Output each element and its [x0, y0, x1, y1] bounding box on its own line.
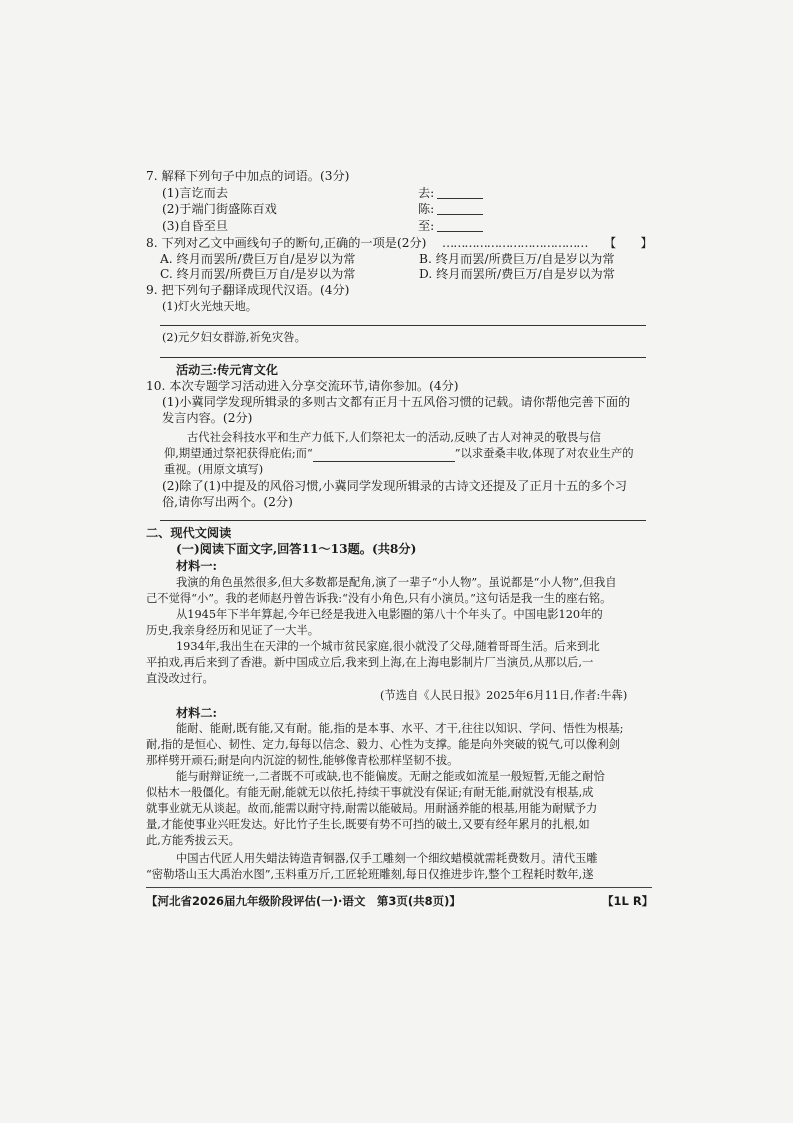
material-one-label: 材料一:	[176, 559, 218, 573]
q10-answer-line[interactable]	[160, 520, 646, 521]
q10-title: 10. 本次专题学习活动进入分享交流环节,请你参加。(4分)	[146, 379, 459, 393]
material-one-line: 己不觉得“小”。我的老师赵丹曾告诉我:“没有小角色,只有小演员。”这句话是我一生的座右铭。	[146, 592, 612, 605]
material-one-line: 直没改过行。	[146, 672, 214, 685]
q9-title: 9. 把下列句子翻译成现代汉语。(4分)	[146, 283, 350, 297]
q8-option-d: D. 终月而罢所/费巨万/自是岁以为常	[419, 267, 615, 281]
q10-part1-line1: (1)小冀同学发现所辑录的多则古文都有正月十五风俗习惯的记载。请你帮他完善下面的	[162, 395, 631, 409]
q8-option-b: B. 终月而罢/所费巨万/自是岁以为常	[419, 252, 615, 266]
material-two-line: 量,才能使事业兴旺发达。好比竹子生长,既要有势不可挡的破土,又要有经年累月的扎根,如	[146, 818, 590, 831]
material-two-line: 此,方能秀拔云天。	[146, 834, 240, 847]
q10-speech-line2	[164, 446, 634, 462]
material-one-line: 我演的角色虽然很多,但大多数都是配角,演了一辈子“小人物”。虽说都是“小人物”,但我自	[176, 576, 617, 589]
footer-code: 【1L R】	[602, 894, 654, 908]
q10-speech-pre: 仰,期望通过祭祀获得庇佑;而“	[164, 447, 313, 460]
q7-title: 7. 解释下列句子中加点的词语。(3分)	[146, 169, 350, 183]
activity-three-heading: 活动三:传元宵文化	[176, 363, 278, 377]
footer-divider	[146, 887, 652, 888]
material-two-line: 能耐、能耐,既有能,又有耐。能,指的是本事、水平、才干,往往以知识、学问、悟性为根基;	[176, 722, 624, 735]
material-one-line: 从1945年下半年算起,今年已经是我进入电影圈的第八十个年头了。中国电影120年的	[176, 608, 603, 621]
q8-dots: …………………………………	[442, 236, 588, 250]
q7-label-3: 至:	[418, 219, 435, 233]
material-two-line: 耐,指的是恒心、韧性、定力,每每以信念、毅力、心性为支撑。能是向外突破的锐气,可以像利剑	[146, 738, 620, 751]
material-two-line: 那样劈开顽石;耐是向内沉淀的韧性,能够像青松那样坚韧不拔。	[146, 754, 459, 767]
q8-title: 8. 下列对乙文中画线句子的断句,正确的一项是(2分)	[146, 236, 427, 250]
q7-item-3: (3)自昏至旦	[162, 219, 229, 233]
material-two-line: 能与耐辩证统一,二者既不可或缺,也不能偏废。无耐之能或如流星一般短暂,无能之耐恰	[176, 770, 605, 783]
material-two-label: 材料二:	[176, 706, 218, 720]
material-two-line: 就事业就无从谈起。故而,能需以耐守持,耐需以能破局。用耐涵养能的根基,用能为耐赋予力	[146, 802, 598, 815]
q10-speech-post: ”以求蚕桑丰收,体现了对农业生产的	[454, 447, 634, 460]
q7-label-2: 陈:	[418, 202, 435, 216]
q8-option-a: A. 终月而罢所/费巨万自/是岁以为常	[160, 252, 356, 266]
q8-option-c: C. 终月而罢/所费巨万自/是岁以为常	[160, 267, 356, 281]
material-one-line: 1934年,我出生在天津的一个城市贫民家庭,很小就没了父母,随着哥哥生活。后来到北	[176, 640, 600, 653]
q10-part2-line2: 俗,请你写出两个。(2分)	[162, 495, 293, 509]
material-two-line: 中国古代匠人用失蜡法铸造青铜器,仅手工雕刻一个细纹蜡模就需耗费数月。清代玉雕	[176, 852, 598, 865]
q7-answer-line-2[interactable]	[437, 214, 483, 215]
material-two-line: 似枯木一般僵化。有能无耐,能就无以依托,持续干事就没有保证;有耐无能,耐就没有根基,成	[146, 786, 594, 799]
q7-answer-line-3[interactable]	[437, 231, 483, 232]
q10-speech-line3: 重视。(用原文填写)	[164, 463, 264, 476]
q7-label-1: 去:	[418, 186, 435, 200]
material-one-line: 历史,我亲身经历和见证了一大半。	[146, 624, 320, 637]
q10-speech-line1: 古代社会科技水平和生产力低下,人们祭祀太一的活动,反映了古人对神灵的敬畏与信	[187, 431, 601, 444]
q7-item-2: (2)于端门街盛陈百戏	[162, 202, 277, 216]
material-one-line: 平拍戏,再后来到了香港。新中国成立后,我来到上海,在上海电影制片厂当演员,从那以后,一	[146, 656, 594, 669]
q8-answer-bracket[interactable]: 【 】	[604, 236, 653, 250]
q7-item-1: (1)言讫而去	[162, 186, 229, 200]
q10-part1-line2: 发言内容。(2分)	[162, 411, 253, 425]
q10-part2-line1: (2)除了(1)中提及的风俗习惯,小冀同学发现所辑录的古诗文还提及了正月十五的多个习	[162, 479, 627, 493]
reading-part1-heading: (一)阅读下面文字,回答11～13题。(共8分)	[176, 542, 417, 556]
material-two-line: “密勒塔山玉大禹治水图”,玉料重万斤,工匠轮班雕刻,每日仅推进步许,整个工程耗时数年,遂	[146, 868, 594, 881]
q7-answer-line-1[interactable]	[437, 198, 483, 199]
q9-sentence-1: (1)灯火光烛天地。	[162, 300, 258, 313]
q9-answer-line-2[interactable]	[160, 357, 646, 358]
footer-page-info: 【河北省2026届九年级阶段评估(一)·语文 第3页(共8页)】	[146, 894, 461, 908]
material-one-source: (节选自《人民日报》2025年6月11日,作者:牛犇)	[380, 689, 628, 702]
section-two-heading: 二、现代文阅读	[146, 526, 232, 540]
q10-fill-blank[interactable]	[313, 449, 455, 462]
q9-sentence-2: (2)元夕妇女群游,祈免灾咎。	[162, 331, 306, 344]
q9-answer-line-1[interactable]	[160, 325, 646, 326]
